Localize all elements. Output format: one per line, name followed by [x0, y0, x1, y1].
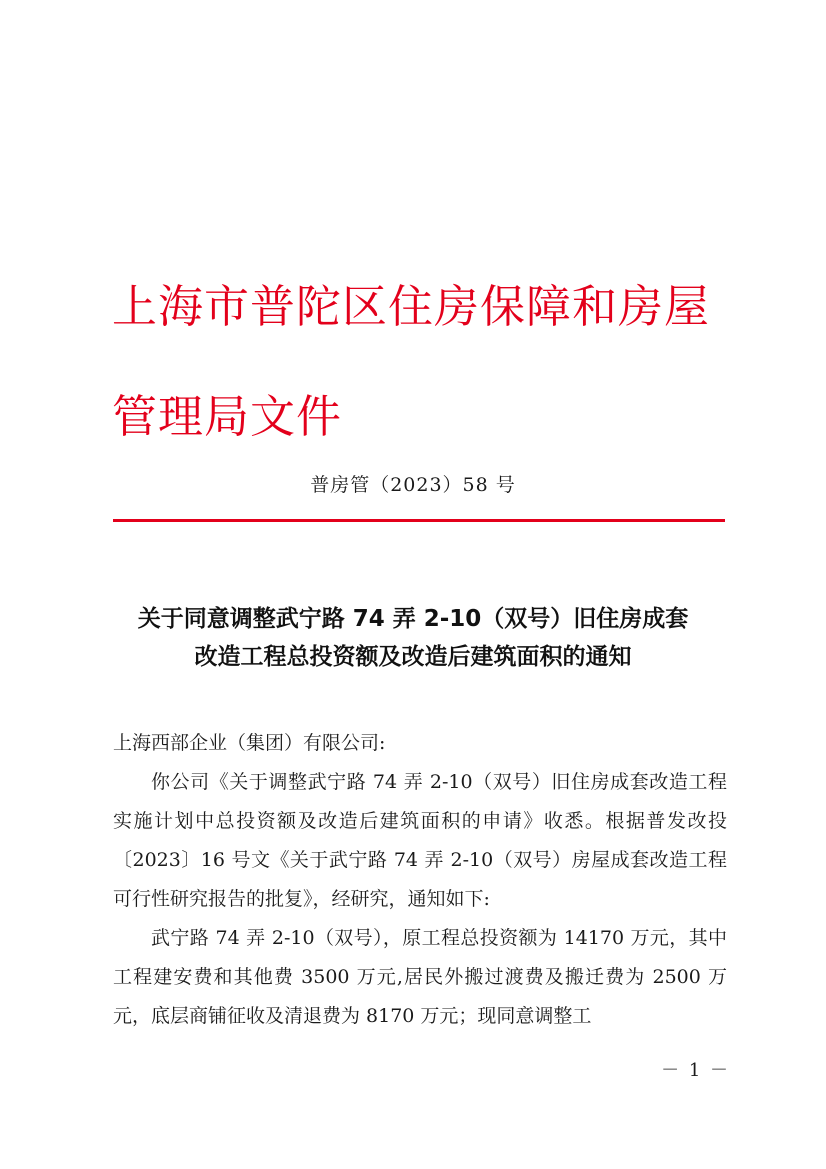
document-number: 普房管（2023）58 号 [310, 474, 516, 496]
body-paragraph-2: 武宁路 74 弄 2-10（双号），原工程总投资额为 14170 万元，其中工程建安费和其他费 3500 万元,居民外搬过渡费及搬迁费为 2500 万元，底层商铺征收及清退费为 8170 万元；现同意调整工 [113, 927, 727, 1027]
document-title [100, 600, 726, 676]
body-paragraph-1: 你公司《关于调整武宁路 74 弄 2-10（双号）旧住房成套改造工程实施计划中总投资额及改造后建筑面积的申请》收悉。根据普发改投〔2023〕16 号文《关于武宁路 74 弄 2-10（双号）房屋成套改造工程可行性研究报告的批复》，经研究，通知如下: [113, 771, 727, 910]
document-title-line-1: 关于同意调整武宁路 74 弄 2-10（双号）旧住房成套 [137, 606, 689, 632]
document-title-line-2: 改造工程总投资额及改造后建筑面积的通知 [194, 644, 632, 670]
document-body [113, 724, 727, 1036]
page-number: － 1 － [661, 1060, 730, 1081]
addressee: 上海西部企业（集团）有限公司: [113, 732, 386, 754]
masthead-title: 上海市普陀区住房保障和房屋管理局文件 [112, 280, 711, 443]
red-separator-rule [113, 519, 725, 522]
